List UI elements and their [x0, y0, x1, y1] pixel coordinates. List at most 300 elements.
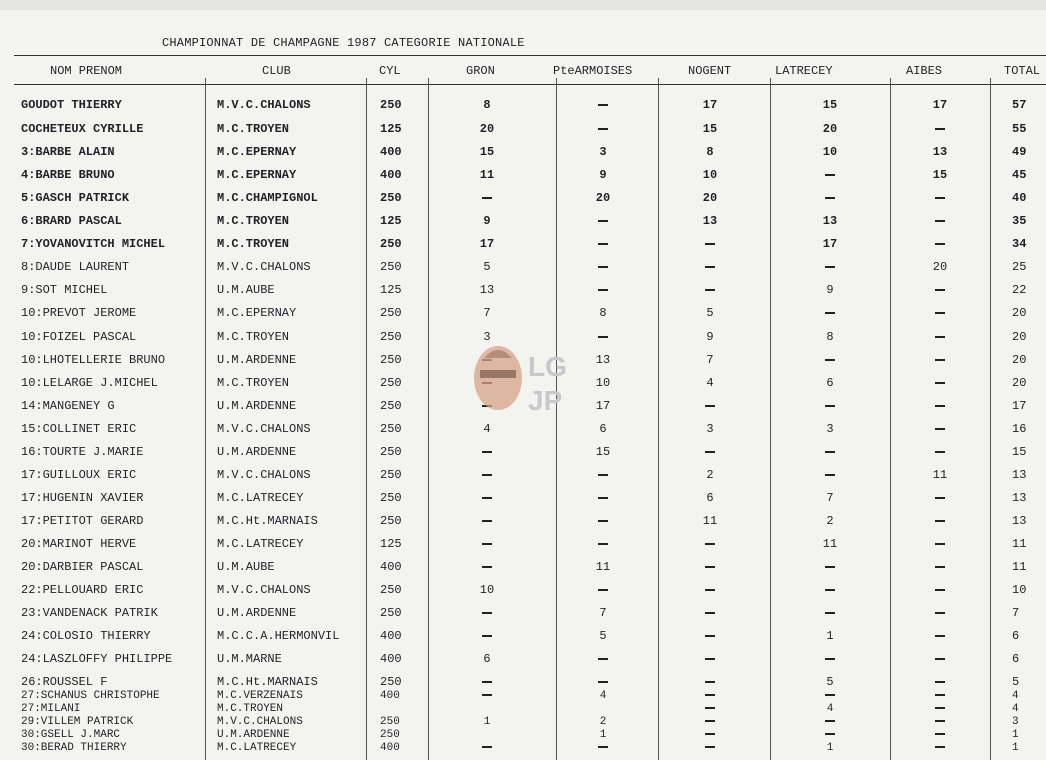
round-score: [920, 560, 960, 574]
cylinder-class: 400: [380, 690, 400, 702]
round-score: 15: [479, 145, 495, 159]
dash-mark: [598, 266, 608, 268]
round-score: [583, 583, 623, 597]
total-score: 40: [1012, 191, 1027, 205]
table-row: [0, 491, 1046, 509]
dash-mark: [705, 733, 715, 735]
round-score: [810, 468, 850, 482]
dash-mark: [935, 746, 945, 748]
round-score: 5: [826, 675, 834, 689]
dash-mark: [598, 220, 608, 222]
dash-mark: [935, 359, 945, 361]
round-score: [810, 399, 850, 413]
dash-mark: [598, 543, 608, 545]
round-score: [810, 191, 850, 205]
round-score: [920, 537, 960, 551]
club-name: M.C.LATRECEY: [217, 491, 304, 505]
rider-name: 7:YOVANOVITCH MICHEL: [21, 237, 166, 251]
club-name: M.C.EPERNAY: [217, 145, 297, 159]
total-score: 4: [1012, 690, 1019, 702]
round-score: [810, 306, 850, 320]
round-score: [690, 583, 730, 597]
round-score: 13: [822, 214, 838, 228]
total-score: 49: [1012, 145, 1027, 159]
round-score: [690, 652, 730, 666]
total-score: 11: [1012, 537, 1027, 551]
round-score: 4: [826, 703, 834, 715]
total-score: 25: [1012, 260, 1027, 274]
rider-name: 30:GSELL J.MARC: [21, 729, 121, 741]
cylinder-class: 125: [380, 537, 402, 551]
round-score: [690, 716, 730, 728]
round-score: [810, 729, 850, 741]
dash-mark: [598, 589, 608, 591]
total-score: 57: [1012, 98, 1027, 112]
header-club: CLUB: [262, 64, 291, 78]
round-score: 20: [595, 191, 611, 205]
round-score: [467, 537, 507, 551]
header-armoises: PteARMOISES: [553, 64, 633, 78]
club-name: M.C.TROYEN: [217, 376, 290, 390]
round-score: 10: [595, 376, 611, 390]
top-rule: [14, 55, 1046, 56]
dash-mark: [935, 720, 945, 722]
club-name: M.C.TROYEN: [217, 703, 284, 715]
dash-mark: [598, 520, 608, 522]
round-score: 8: [599, 306, 607, 320]
round-score: 4: [483, 422, 491, 436]
total-score: 35: [1012, 214, 1027, 228]
round-score: 1: [826, 742, 834, 754]
table-row: [0, 145, 1046, 163]
page-title: CHAMPIONNAT DE CHAMPAGNE 1987 CATEGORIE NATIONALE: [162, 36, 525, 50]
round-score: 3: [483, 330, 491, 344]
round-score: 9: [599, 168, 607, 182]
dash-mark: [825, 405, 835, 407]
rider-name: 24:COLOSIO THIERRY: [21, 629, 151, 643]
round-score: [810, 652, 850, 666]
header-cyl: CYL: [379, 64, 401, 78]
dash-mark: [825, 720, 835, 722]
round-score: 3: [599, 145, 607, 159]
total-score: 34: [1012, 237, 1027, 251]
round-score: [467, 560, 507, 574]
round-score: [920, 214, 960, 228]
round-score: [920, 703, 960, 715]
total-score: 1: [1012, 729, 1019, 741]
table-row: [0, 98, 1046, 116]
rider-name: 15:COLLINET ERIC: [21, 422, 137, 436]
round-score: [467, 445, 507, 459]
round-score: 13: [479, 283, 495, 297]
header-nogent: NOGENT: [688, 64, 732, 78]
round-score: 8: [483, 98, 491, 112]
rider-name: 3:BARBE ALAIN: [21, 145, 115, 159]
dash-mark: [705, 266, 715, 268]
total-score: 5: [1012, 675, 1020, 689]
total-score: 16: [1012, 422, 1027, 436]
round-score: [920, 237, 960, 251]
round-score: [583, 652, 623, 666]
round-score: 5: [483, 260, 491, 274]
round-score: 5: [599, 629, 607, 643]
round-score: [690, 606, 730, 620]
round-score: 8: [826, 330, 834, 344]
total-score: 20: [1012, 376, 1027, 390]
dash-mark: [705, 658, 715, 660]
dash-mark: [705, 746, 715, 748]
dash-mark: [705, 681, 715, 683]
dash-mark: [935, 451, 945, 453]
round-score: 1: [826, 629, 834, 643]
dash-mark: [705, 289, 715, 291]
round-score: 13: [702, 214, 718, 228]
round-score: 1: [483, 716, 491, 728]
rider-name: 5:GASCH PATRICK: [21, 191, 130, 205]
dash-mark: [705, 720, 715, 722]
table-row: [0, 260, 1046, 278]
round-score: 10: [822, 145, 838, 159]
dash-mark: [935, 520, 945, 522]
round-score: [467, 491, 507, 505]
dash-mark: [935, 197, 945, 199]
rider-name: 10:LHOTELLERIE BRUNO: [21, 353, 166, 367]
round-score: 7: [706, 353, 714, 367]
round-score: 2: [706, 468, 714, 482]
rider-name: 16:TOURTE J.MARIE: [21, 445, 144, 459]
header-gron: GRON: [466, 64, 495, 78]
club-name: M.C.Ht.MARNAIS: [217, 514, 318, 528]
round-score: [690, 629, 730, 643]
club-name: M.V.C.CHALONS: [217, 422, 311, 436]
round-score: 4: [706, 376, 714, 390]
cylinder-class: 250: [380, 514, 402, 528]
dash-mark: [825, 733, 835, 735]
round-score: 15: [702, 122, 718, 136]
round-score: [690, 560, 730, 574]
round-score: [583, 283, 623, 297]
round-score: [583, 491, 623, 505]
dash-mark: [935, 312, 945, 314]
dash-mark: [935, 543, 945, 545]
cylinder-class: 250: [380, 675, 402, 689]
table-row: [0, 283, 1046, 301]
dash-mark: [935, 405, 945, 407]
total-score: 3: [1012, 716, 1019, 728]
club-name: M.C.LATRECEY: [217, 537, 304, 551]
round-score: 17: [479, 237, 495, 251]
dash-mark: [598, 289, 608, 291]
round-score: 11: [702, 514, 718, 528]
club-name: M.C.C.A.HERMONVIL: [217, 629, 340, 643]
cylinder-class: 250: [380, 729, 400, 741]
total-score: 45: [1012, 168, 1027, 182]
rider-name: 10:FOIZEL PASCAL: [21, 330, 137, 344]
club-name: M.C.TROYEN: [217, 214, 290, 228]
club-name: M.V.C.CHALONS: [217, 468, 311, 482]
round-score: [583, 330, 623, 344]
dash-mark: [935, 566, 945, 568]
dash-mark: [825, 174, 835, 176]
round-score: [810, 445, 850, 459]
round-score: [467, 514, 507, 528]
rider-name: 10:LELARGE J.MICHEL: [21, 376, 158, 390]
club-name: M.C.VERZENAIS: [217, 690, 303, 702]
club-name: M.V.C.CHALONS: [217, 716, 303, 728]
dash-mark: [482, 694, 492, 696]
table-row: [0, 742, 1046, 760]
dash-mark: [935, 243, 945, 245]
club-name: M.C.TROYEN: [217, 330, 290, 344]
dash-mark: [482, 474, 492, 476]
round-score: 11: [822, 537, 838, 551]
round-score: [920, 675, 960, 689]
total-score: 20: [1012, 330, 1027, 344]
round-score: [583, 98, 623, 112]
cylinder-class: 400: [380, 742, 400, 754]
round-score: [920, 122, 960, 136]
cylinder-class: 125: [380, 283, 402, 297]
dash-mark: [482, 746, 492, 748]
round-score: [920, 629, 960, 643]
round-score: 9: [826, 283, 834, 297]
dash-mark: [935, 428, 945, 430]
round-score: [810, 168, 850, 182]
rider-name: 14:MANGENEY G: [21, 399, 115, 413]
round-score: [920, 716, 960, 728]
round-score: [690, 729, 730, 741]
total-score: 6: [1012, 629, 1020, 643]
dash-mark: [598, 474, 608, 476]
table-row: [0, 537, 1046, 555]
round-score: 1: [599, 729, 607, 741]
dash-mark: [598, 336, 608, 338]
watermark-logo: [466, 340, 576, 420]
round-score: 3: [706, 422, 714, 436]
total-score: 13: [1012, 514, 1027, 528]
total-score: 22: [1012, 283, 1027, 297]
cylinder-class: 250: [380, 399, 402, 413]
rider-name: 10:PREVOT JEROME: [21, 306, 137, 320]
round-score: [690, 399, 730, 413]
round-score: [920, 742, 960, 754]
round-score: [583, 122, 623, 136]
rider-name: 29:VILLEM PATRICK: [21, 716, 134, 728]
table-row: [0, 652, 1046, 670]
header-latrecey: LATRECEY: [775, 64, 833, 78]
cylinder-class: 250: [380, 491, 402, 505]
round-score: [690, 445, 730, 459]
round-score: [920, 445, 960, 459]
round-score: [810, 560, 850, 574]
dash-mark: [705, 694, 715, 696]
total-score: 20: [1012, 353, 1027, 367]
dash-mark: [482, 681, 492, 683]
dash-mark: [598, 681, 608, 683]
round-score: 13: [932, 145, 948, 159]
round-score: [920, 330, 960, 344]
round-score: [920, 399, 960, 413]
round-score: 7: [826, 491, 834, 505]
club-name: U.M.AUBE: [217, 560, 275, 574]
round-score: 17: [822, 237, 838, 251]
cylinder-class: 250: [380, 98, 402, 112]
dash-mark: [705, 566, 715, 568]
table-row: [0, 168, 1046, 186]
total-score: 4: [1012, 703, 1019, 715]
header-aibes: AIBES: [906, 64, 943, 78]
round-score: 7: [599, 606, 607, 620]
total-score: 1: [1012, 742, 1019, 754]
dash-mark: [935, 733, 945, 735]
round-score: 20: [479, 122, 495, 136]
dash-mark: [935, 289, 945, 291]
header-rule: [14, 84, 1046, 85]
dash-mark: [935, 707, 945, 709]
cylinder-class: 125: [380, 214, 402, 228]
round-score: 6: [826, 376, 834, 390]
round-score: 6: [706, 491, 714, 505]
dash-mark: [705, 589, 715, 591]
club-name: M.V.C.CHALONS: [217, 583, 311, 597]
total-score: 17: [1012, 399, 1027, 413]
club-name: U.M.ARDENNE: [217, 606, 297, 620]
dash-mark: [825, 566, 835, 568]
round-score: [920, 376, 960, 390]
dash-mark: [705, 451, 715, 453]
table-row: [0, 422, 1046, 440]
round-score: [690, 703, 730, 715]
round-score: [467, 606, 507, 620]
cylinder-class: 125: [380, 122, 402, 136]
round-score: [690, 675, 730, 689]
club-name: U.M.ARDENNE: [217, 353, 297, 367]
dash-mark: [825, 266, 835, 268]
round-score: [583, 537, 623, 551]
dash-mark: [825, 312, 835, 314]
round-score: [810, 260, 850, 274]
round-score: [920, 306, 960, 320]
round-score: 15: [822, 98, 838, 112]
dash-mark: [935, 612, 945, 614]
cylinder-class: 250: [380, 353, 402, 367]
dash-mark: [825, 658, 835, 660]
table-row: [0, 606, 1046, 624]
round-score: [920, 514, 960, 528]
header-name: NOM PRENOM: [50, 64, 123, 78]
rider-name: 17:GUILLOUX ERIC: [21, 468, 137, 482]
cylinder-class: 250: [380, 376, 402, 390]
dash-mark: [482, 497, 492, 499]
round-score: [467, 690, 507, 702]
table-row: [0, 629, 1046, 647]
round-score: [920, 606, 960, 620]
rider-name: 22:PELLOUARD ERIC: [21, 583, 144, 597]
cylinder-class: 250: [380, 716, 400, 728]
total-score: 7: [1012, 606, 1020, 620]
dash-mark: [935, 336, 945, 338]
round-score: [810, 690, 850, 702]
total-score: 55: [1012, 122, 1027, 136]
round-score: 15: [932, 168, 948, 182]
round-score: [690, 260, 730, 274]
dash-mark: [598, 104, 608, 106]
rider-name: 17:HUGENIN XAVIER: [21, 491, 144, 505]
dash-mark: [482, 566, 492, 568]
round-score: 7: [483, 306, 491, 320]
cylinder-class: 400: [380, 629, 402, 643]
dash-mark: [598, 746, 608, 748]
club-name: M.C.TROYEN: [217, 237, 290, 251]
cylinder-class: 250: [380, 237, 402, 251]
table-row: [0, 122, 1046, 140]
rider-name: 26:ROUSSEL F: [21, 675, 108, 689]
round-score: [467, 629, 507, 643]
dash-mark: [935, 497, 945, 499]
club-name: M.C.EPERNAY: [217, 306, 297, 320]
svg-text:JP: JP: [528, 385, 563, 416]
dash-mark: [705, 243, 715, 245]
round-score: 8: [706, 145, 714, 159]
round-score: [690, 742, 730, 754]
round-score: [690, 237, 730, 251]
round-score: [920, 191, 960, 205]
club-name: M.C.CHAMPIGNOL: [217, 191, 318, 205]
round-score: [467, 191, 507, 205]
round-score: [583, 214, 623, 228]
round-score: [583, 260, 623, 274]
dash-mark: [825, 451, 835, 453]
table-row: [0, 583, 1046, 601]
club-name: U.M.ARDENNE: [217, 399, 297, 413]
round-score: [920, 652, 960, 666]
cylinder-class: 250: [380, 468, 402, 482]
round-score: 2: [826, 514, 834, 528]
cylinder-class: 400: [380, 168, 402, 182]
dash-mark: [705, 635, 715, 637]
rider-name: 17:PETITOT GERARD: [21, 514, 144, 528]
dash-mark: [825, 612, 835, 614]
rider-name: GOUDOT THIERRY: [21, 98, 122, 112]
rider-name: 23:VANDENACK PATRIK: [21, 606, 158, 620]
dash-mark: [705, 543, 715, 545]
cylinder-class: 400: [380, 560, 402, 574]
round-score: 6: [599, 422, 607, 436]
cylinder-class: 250: [380, 606, 402, 620]
dash-mark: [935, 589, 945, 591]
club-name: U.M.ARDENNE: [217, 729, 290, 741]
round-score: [810, 606, 850, 620]
dash-mark: [935, 694, 945, 696]
dash-mark: [705, 612, 715, 614]
round-score: 9: [706, 330, 714, 344]
club-name: M.C.TROYEN: [217, 122, 290, 136]
dash-mark: [935, 635, 945, 637]
total-score: 10: [1012, 583, 1027, 597]
rider-name: 6:BRARD PASCAL: [21, 214, 122, 228]
round-score: [583, 514, 623, 528]
rider-name: 24:LASZLOFFY PHILIPPE: [21, 652, 173, 666]
round-score: 9: [483, 214, 491, 228]
cylinder-class: 250: [380, 330, 402, 344]
cylinder-class: 250: [380, 583, 402, 597]
round-score: 17: [595, 399, 611, 413]
club-name: M.C.LATRECEY: [217, 742, 297, 754]
dash-mark: [482, 451, 492, 453]
rider-name: COCHETEUX CYRILLE: [21, 122, 144, 136]
table-row: [0, 214, 1046, 232]
cylinder-class: 400: [380, 652, 402, 666]
